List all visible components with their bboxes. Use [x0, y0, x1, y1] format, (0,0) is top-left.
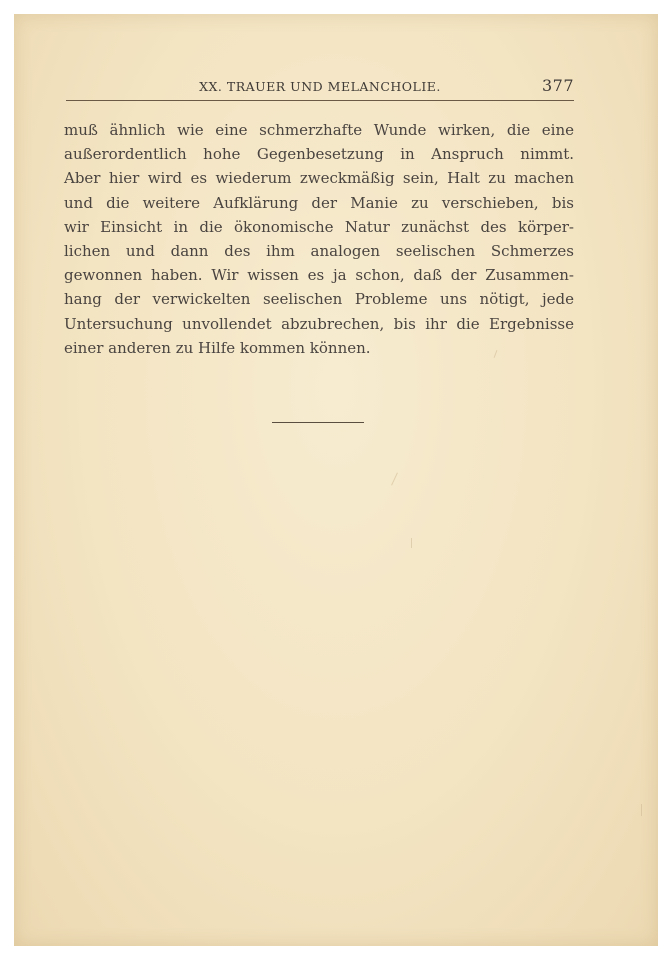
- text-line: Aber hier wird es wiederum zweckmäßig sein, Halt zu machen: [64, 169, 574, 188]
- paper-blemish: [411, 538, 412, 548]
- text-line: muß ähnlich wie eine schmerzhafte Wunde wirken, die eine: [64, 121, 574, 139]
- text-line: Untersuchung unvollendet abzubrechen, bis ihr die Ergebnisse: [64, 314, 574, 333]
- book-page: [14, 14, 658, 946]
- paper-blemish: [641, 804, 642, 816]
- running-header: [66, 74, 574, 101]
- text-line: und die weitere Aufklärung der Manie zu verschieben, bis: [64, 193, 574, 212]
- paper-blemish: [391, 472, 398, 485]
- body-paragraph: [64, 118, 574, 360]
- text-line: wir Einsicht in die ökonomische Natur zunächst des körper-: [64, 217, 574, 236]
- text-line: hang der verwickelten seelischen Probleme uns nötigt, jede: [64, 290, 574, 309]
- text-line: gewonnen haben. Wir wissen es ja schon, daß der Zusammen-: [64, 266, 574, 285]
- section-end-rule: [272, 422, 364, 423]
- running-title: XX. TRAUER UND MELANCHOLIE.: [199, 79, 441, 94]
- text-line: einer anderen zu Hilfe kommen können.: [64, 338, 371, 357]
- page-number: 377: [541, 76, 574, 95]
- text-line: außerordentlich hohe Gegenbesetzung in Anspruch nimmt.: [64, 145, 574, 164]
- text-line: lichen und dann des ihm analogen seelischen Schmerzes: [64, 241, 574, 260]
